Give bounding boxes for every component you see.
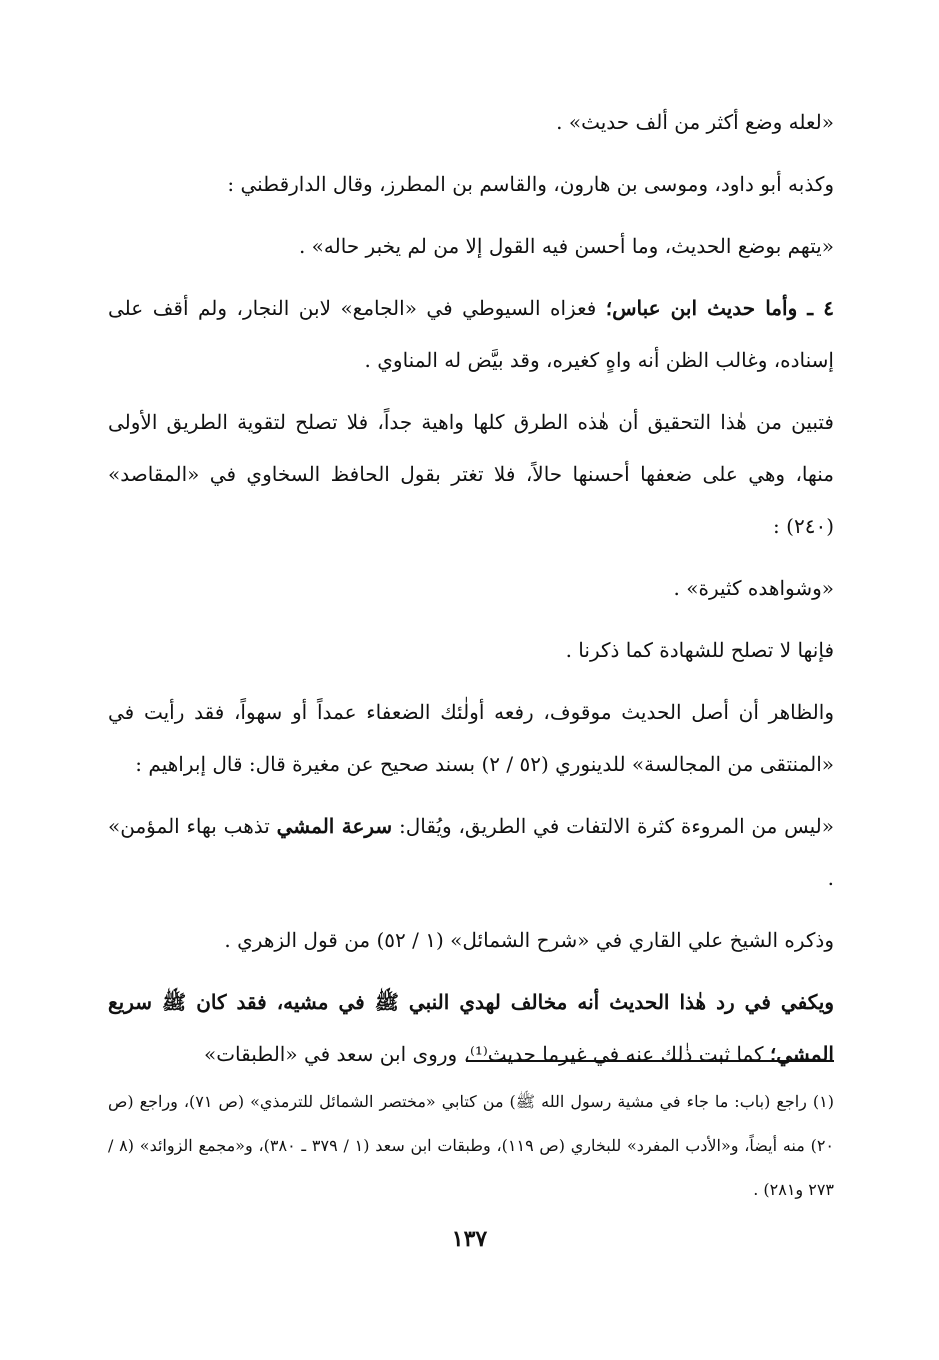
main-text: [108, 96, 834, 1080]
footnote-divider: [466, 1060, 834, 1062]
page-number: ١٣٧: [451, 1226, 488, 1252]
paragraph-8: والظاهر أن أصل الحديث موقوف، رفعه أولٰئك الضعفاء عمداً أو سهواً، فقد رأيت في «المنتقى من المجالسة» للدينوري (٥٢ / ٢) بسند صحيح عن مغيرة قال: قال إبراهيم :: [108, 700, 834, 776]
paragraph-9: «ليس من المروءة كثرة الالتفات في الطريق، ويُقال: سرعة المشي تذهب بهاء المؤمن» .: [108, 814, 835, 890]
paragraph-11: ويكفي في رد هٰذا الحديث أنه مخالف لهدي النبي ﷺ في مشيه، فقد كان ﷺ سريع المشي؛ كما ثبت ذٰلك عنه في غيرما حديث⁽¹⁾، وروى ابن سعد في «الطبقات»: [108, 990, 834, 1066]
bold-heading: ٤ ـ وأما حديث ابن عباس؛: [605, 296, 834, 320]
paragraph-2: وكذبه أبو داود، وموسى بن هارون، والقاسم بن المطرز، وقال الدارقطني :: [227, 172, 834, 196]
paragraph-1: «لعله وضع أكثر من ألف حديث» .: [556, 110, 834, 134]
paragraph-7: فإنها لا تصلح للشهادة كما ذكرنا .: [565, 638, 834, 662]
paragraph-4: ٤ ـ وأما حديث ابن عباس؛ فعزاه السيوطي في «الجامع» لابن النجار، ولم أقف على إسناده، وغالب الظن أنه واهٍ كغيره، وقد بيَّض له المناوي .: [108, 296, 834, 372]
paragraph-10: وذكره الشيخ علي القاري في «شرح الشمائل» (١ / ٥٢) من قول الزهري .: [224, 928, 834, 952]
paragraph-5: فتبين من هٰذا التحقيق أن هٰذه الطرق كلها واهية جداً، فلا تصلح لتقوية الطريق الأولى منها، وهي على ضعفها أحسنها حالاً، فلا تغتر بقول الحافظ السخاوي في «المقاصد» (٢٤٠) :: [108, 410, 834, 538]
paragraph-6: «وشواهده كثيرة» .: [673, 576, 834, 600]
footnotes: [108, 1080, 834, 1212]
bold-phrase: ويكفي في رد هٰذا الحديث أنه مخالف لهدي النبي ﷺ في مشيه، فقد كان ﷺ سريع المشي؛: [108, 990, 834, 1066]
paragraph-3: «يتهم بوضع الحديث، وما أحسن فيه القول إلا من لم يخبر حاله» .: [298, 234, 834, 258]
bold-phrase: سرعة المشي: [276, 814, 393, 838]
footnote-1: (١) راجع (باب: ما جاء في مشية رسول الله ﷺ) من كتابي «مختصر الشمائل للترمذي» (ص ٧١)، وراجع (ص ٢٠) منه أيضاً، و«الأدب المفرد» للبخاري (ص ١١٩)، وطبقات ابن سعد (١ / ٣٧٩ ـ ٣٨٠)، و«مجمع الزوائد» (٨ / ٢٧٣ و٢٨١) .: [108, 1092, 835, 1199]
